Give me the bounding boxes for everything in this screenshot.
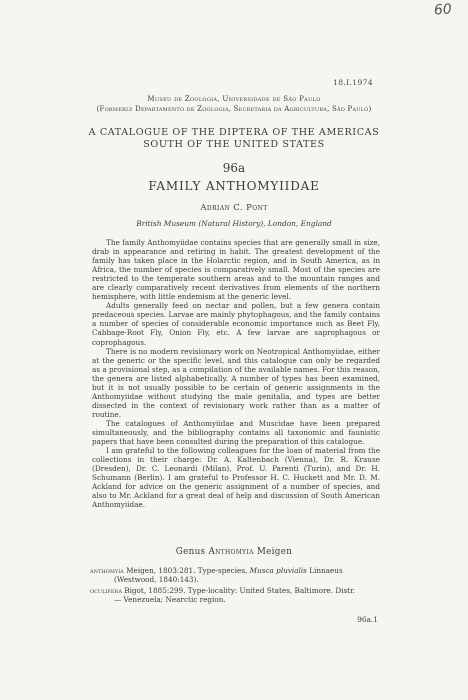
paragraph: The family Anthomyiidae contains species that are generally small in size, drab in appearance and retiring in habit. The greatest development of the family has taken place in the Holarctic region, and in South America, as in Africa, the number of species is comparatively small. Most of the species are restricted to the temperate southern areas and to the mountain ranges and are clearly comparatively recent derivatives from elements of the northern hemisphere, with little endemism at the generic level.: [92, 238, 380, 302]
paragraph: Adults generally feed on nectar and pollen, but a few genera contain predaceous species. Larvae are mainly phytophagous, and the family contains a number of species of considerable economic importance such as Beet Fly, Cabbage-Root Fly, Onion Fly, etc. A few larvae are saprophagous or coprophagous.: [92, 301, 380, 347]
page-reference: 96a.1: [357, 615, 378, 624]
genus-prefix: Genus: [175, 547, 206, 557]
genus-name: Anthomyia: [208, 547, 254, 557]
author: Adrian C. Pont: [200, 203, 268, 213]
entry-text: Meigen, 1803:281. Type-species,: [126, 566, 248, 575]
handwritten-page-number: 60: [433, 1, 453, 19]
formerly-line: (Formerly Departamento de Zoologia, Secretaria da Agricultura, São Paulo): [96, 105, 372, 113]
genus-heading: [0, 547, 468, 557]
entry-continuation: — Venezuela; Nearctic region.: [114, 595, 226, 605]
entry-continuation: (Westwood, 1840:143).: [114, 575, 199, 585]
catalogue-entry: [90, 566, 380, 584]
catalogue-entry: [90, 586, 380, 604]
entry-taxon: oculifera: [90, 586, 122, 595]
entry-italic: Musca pluvialis: [249, 566, 307, 575]
paragraph: I am grateful to the following colleagues for the loan of material from the collections in their charge: Dr. A. Kaltenbach (Vienna), Dr. R. Krause (Dresden), Dr. C. Leonardi (Milan), Prof. U. Parenti (Turin), and Dr. H. Schumann (Berlin). I am grateful to Professor H. C. Huckett and Mr. D. M. Ackland for advice on the generic assignment of a number of species, and also to Mr. Ackland for a great deal of help and discussion of South American Anthomyiidae.: [92, 446, 380, 510]
catalogue-title-line2: SOUTH OF THE UNITED STATES: [143, 139, 325, 150]
genus-author: Meigen: [256, 547, 293, 557]
date: 18.I.1974: [333, 78, 373, 87]
entry-text2: Linnaeus: [309, 566, 343, 575]
affiliation: British Museum (Natural History), London, England: [136, 219, 332, 228]
paragraph: The catalogues of Anthomyiidae and Muscidae have been prepared simultaneously, and the bibliography contains all taxonomic and faunistic papers that have been consulted during the preparation of this catalogue.: [92, 418, 380, 447]
section-number: 96a: [222, 161, 246, 175]
entry-taxon: anthomyia: [90, 566, 124, 575]
catalogue-title: [0, 127, 468, 151]
paragraph: There is no modern revisionary work on Neotropical Anthomyiidae, either at the generic or the specific level, and this catalogue can only be regarded as a provisional step, as a compilation of the available names. For this reason, the genera are listed alphabetically. A number of types has been examined, but it is not usually possible to be certain of generic assignments in the Anthomyiidae without studying the male genitalia, and types are better dissected in the context of revisionary work rather than as a matter of routine.: [92, 346, 380, 419]
family-title: FAMILY ANTHOMYIIDAE: [148, 179, 320, 193]
body-text: [92, 238, 380, 509]
catalogue-title-line1: A CATALOGUE OF THE DIPTERA OF THE AMERICAS: [88, 127, 380, 138]
entry-text: Bigot, 1885:299. Type-locality: United States, Baltimore. Distr.: [124, 586, 356, 595]
museum-line: Museu de Zoologia, Universidade de São Paulo: [147, 95, 321, 103]
